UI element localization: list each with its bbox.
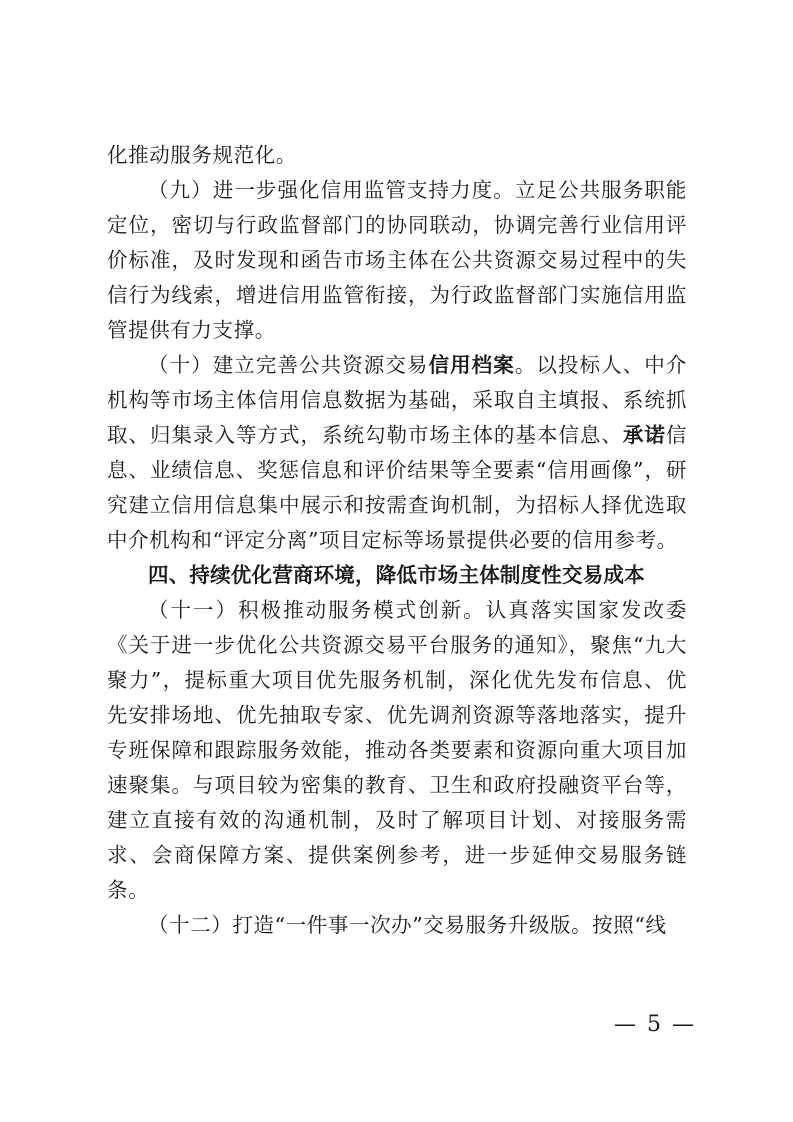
bold-text: 承诺	[622, 423, 666, 447]
text-segment: 四、持续优化营商环境，降低市场主体制度性交易成本	[148, 563, 645, 587]
text-segment: （十）建立完善公共资源交易	[148, 353, 429, 377]
text-segment: （十二）打造“一件事一次办”交易服务升级版。按照“线	[148, 913, 667, 937]
text-segment: 。以投标人、中介机构等市场主体信用信息数据为基础，采取自主填报、系统抓取、归集录入等方式，系统勾勒市场主体的基本信息、	[107, 353, 687, 447]
text-segment: 化推动服务规范化。	[107, 143, 297, 167]
paragraph	[107, 908, 687, 943]
paragraph	[107, 138, 687, 173]
body-text	[107, 138, 687, 943]
section-heading	[107, 558, 687, 593]
paragraph	[107, 593, 687, 908]
paragraph	[107, 173, 687, 348]
page-number: — 5 —	[614, 1012, 696, 1037]
text-segment: （九）进一步强化信用监管支持力度。立足公共服务职能定位，密切与行政监督部门的协同联动，协调完善行业信用评价标准，及时发现和函告市场主体在公共资源交易过程中的失信行为线索，增进信用监管衔接，为行政监督部门实施信用监管提供有力支撑。	[107, 178, 687, 342]
bold-text: 信用档案	[428, 353, 515, 377]
text-segment: （十一）积极推动服务模式创新。认真落实国家发改委《关于进一步优化公共资源交易平台服务的通知》，聚焦“九大聚力”，提标重大项目优先服务机制，深化优先发布信息、优先安排场地、优先抽取专家、优先调剂资源等落地落实，提升专班保障和跟踪服务效能，推动各类要素和资源向重大项目加速聚集。与项目较为密集的教育、卫生和政府投融资平台等，建立直接有效的沟通机制，及时了解项目计划、对接服务需求、会商保障方案、提供案例参考，进一步延伸交易服务链条。	[107, 598, 687, 902]
paragraph	[107, 348, 687, 558]
text-segment: 信息、业绩信息、奖惩信息和评价结果等全要素“信用画像”，研究建立信用信息集中展示和按需查询机制，为招标人择优选取中介机构和“评定分离”项目定标等场景提供必要的信用参考。	[107, 423, 687, 552]
